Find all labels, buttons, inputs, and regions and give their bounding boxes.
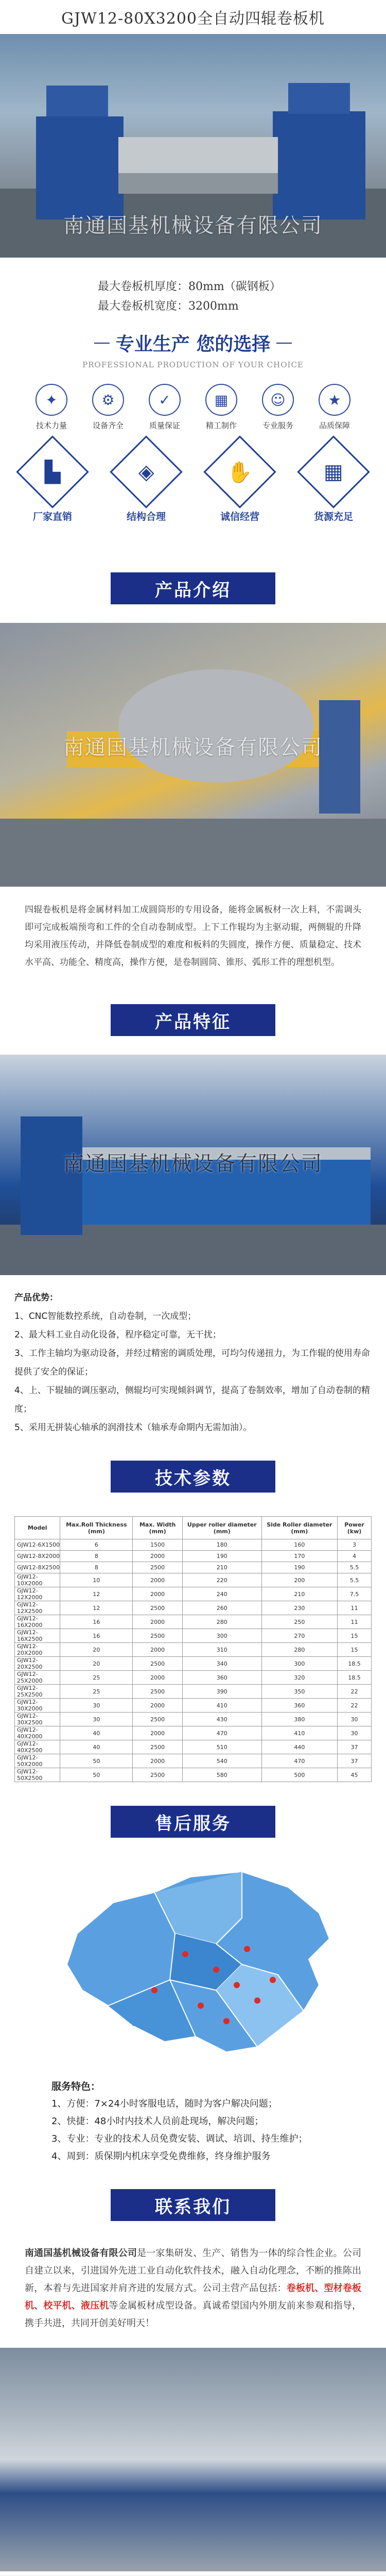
table-cell: GJW12-25X2000 <box>15 1671 60 1685</box>
table-cell: GJW12-16X2000 <box>15 1615 60 1629</box>
table-cell: 30 <box>338 1713 372 1726</box>
table-cell: 2000 <box>133 1754 183 1768</box>
table-cell: 11 <box>338 1615 372 1629</box>
table-cell: 12 <box>60 1587 133 1601</box>
table-cell: 240 <box>182 1587 261 1601</box>
table-cell: 410 <box>261 1726 337 1740</box>
table-cell: 20 <box>60 1657 133 1671</box>
table-cell: 2000 <box>133 1551 183 1562</box>
table-cell: 380 <box>261 1713 337 1726</box>
section-header-tech <box>0 1442 386 1511</box>
structure-icon: ◈ <box>138 460 154 484</box>
advantage-item: ◈ 结构合理 <box>103 446 189 523</box>
factory-icon: ▙ <box>44 460 61 484</box>
table-cell: 45 <box>338 1768 372 1782</box>
list-item: 3、工作主轴均为驱动设备，并经过精密的调质处理，可均匀传递扭力，为工作辊的使用寿命提供了安全的保证； <box>14 1348 370 1377</box>
intro-watermark: 南通国基机械设备有限公司 <box>63 736 323 759</box>
table-cell: 2500 <box>133 1629 183 1643</box>
table-cell: 12 <box>60 1601 133 1615</box>
hero-photo <box>0 34 386 258</box>
table-cell: 15 <box>338 1643 372 1657</box>
table-cell: 11 <box>338 1601 372 1615</box>
list-item: 3、专业：专业的技术人员免费安装、调试、培训、持生维护； <box>51 2133 308 2144</box>
table-row <box>15 1601 372 1615</box>
table-cell: 470 <box>261 1754 337 1768</box>
chart-icon: ▦ <box>205 384 237 416</box>
banner-service: 售后服务 <box>111 1806 275 1838</box>
spec-thickness: 最大卷板机厚度：80mm（碳钢板） <box>98 280 281 293</box>
table-cell: 260 <box>182 1601 261 1615</box>
handshake-icon: ✋ <box>227 460 253 484</box>
china-map-icon <box>0 1856 386 2073</box>
table-cell: 4 <box>338 1551 372 1562</box>
table-header: Max. Width (mm) <box>133 1517 183 1539</box>
badge-icon: ★ <box>319 384 350 416</box>
company-name: 南通国基机械设备有限公司 <box>25 2248 137 2259</box>
tech-table <box>14 1516 372 1782</box>
features-photo <box>0 1055 386 1275</box>
table-cell: 50 <box>60 1754 133 1768</box>
section-header-intro <box>0 554 386 623</box>
table-row <box>15 1587 372 1601</box>
table-cell: 270 <box>261 1629 337 1643</box>
table-cell: 250 <box>261 1615 337 1629</box>
table-cell: 210 <box>182 1562 261 1573</box>
table-cell: 37 <box>338 1740 372 1754</box>
table-cell: 220 <box>182 1573 261 1587</box>
table-cell: 430 <box>182 1713 261 1726</box>
table-cell: 2500 <box>133 1740 183 1754</box>
table-cell: 210 <box>261 1587 337 1601</box>
person-icon: ☺ <box>262 384 294 416</box>
table-cell: GJW12-30X2000 <box>15 1699 60 1713</box>
mini-feature: ☺ 专业服务 <box>252 384 304 431</box>
hero-watermark: 南通国基机械设备有限公司 <box>63 214 323 238</box>
features-watermark: 南通国基机械设备有限公司 <box>63 1152 323 1176</box>
table-cell: 15 <box>338 1629 372 1643</box>
table-row <box>15 1615 372 1629</box>
service-map <box>0 1856 386 2073</box>
table-row <box>15 1754 372 1768</box>
table-cell: GJW12-40X2500 <box>15 1740 60 1754</box>
table-cell: 300 <box>182 1629 261 1643</box>
table-cell: 2000 <box>133 1615 183 1629</box>
gear-person-icon: ✦ <box>36 384 67 416</box>
table-cell: 16 <box>60 1615 133 1629</box>
slogan-en: PROFESSIONAL PRODUCTION OF YOUR CHOICE <box>82 360 304 369</box>
spec-width: 最大卷板机宽度：3200mm <box>98 300 239 313</box>
banner-intro: 产品介绍 <box>111 572 275 604</box>
table-cell: 190 <box>261 1562 337 1573</box>
table-cell: 2500 <box>133 1562 183 1573</box>
table-row <box>15 1539 372 1551</box>
table-cell: 2500 <box>133 1601 183 1615</box>
table-cell: 2000 <box>133 1573 183 1587</box>
table-row <box>15 1629 372 1643</box>
table-cell: 190 <box>182 1551 261 1562</box>
table-cell: 16 <box>60 1629 133 1643</box>
table-row <box>15 1573 372 1587</box>
list-item: 4、周到：质保期内机床享受免费维修，终身维护服务 <box>51 2151 271 2162</box>
table-cell: 2000 <box>133 1671 183 1685</box>
table-cell: 40 <box>60 1740 133 1754</box>
table-cell: 25 <box>60 1685 133 1699</box>
table-cell: 18.5 <box>338 1671 372 1685</box>
table-cell: 280 <box>261 1643 337 1657</box>
table-cell: 2500 <box>133 1713 183 1726</box>
section-header-contact <box>0 2171 386 2240</box>
feature-icon-row <box>0 369 386 431</box>
table-row <box>15 1713 372 1726</box>
table-cell: 22 <box>338 1685 372 1699</box>
table-cell: 7.5 <box>338 1587 372 1601</box>
table-cell: 580 <box>182 1768 261 1782</box>
table-cell: 320 <box>261 1671 337 1685</box>
gear-icon: ⚙ <box>92 384 124 416</box>
service-list <box>0 2073 386 2171</box>
table-cell: 500 <box>261 1768 337 1782</box>
workshop-photo <box>0 2348 386 2571</box>
advantage-item: ✋ 诚信经营 <box>197 446 283 523</box>
table-header: Upper roller diameter (mm) <box>182 1517 261 1539</box>
advantage-item: ▦ 货源充足 <box>290 446 377 523</box>
table-cell: 310 <box>182 1643 261 1657</box>
table-cell: 30 <box>60 1713 133 1726</box>
table-cell: 1500 <box>133 1539 183 1551</box>
table-cell: GJW12-40X2000 <box>15 1726 60 1740</box>
list-item: 4、上、下辊轴的调压驱动，侧辊均可实现倾斜调节，提高了卷制效率，增加了自动卷制的精度； <box>14 1385 370 1414</box>
banner-features: 产品特征 <box>111 1004 275 1036</box>
table-row <box>15 1768 372 1782</box>
banner-tech: 技术参数 <box>111 1461 275 1493</box>
table-cell: 230 <box>261 1601 337 1615</box>
section-header-features <box>0 986 386 1055</box>
table-cell: GJW12-25X2500 <box>15 1685 60 1699</box>
features-title: 产品优势： <box>14 1293 58 1303</box>
section-header-service <box>0 1787 386 1856</box>
table-cell: 180 <box>182 1539 261 1551</box>
table-cell: GJW12-8X2500 <box>15 1562 60 1573</box>
table-cell: 2500 <box>133 1768 183 1782</box>
table-cell: 30 <box>338 1726 372 1740</box>
table-cell: 20 <box>60 1643 133 1657</box>
table-cell: 8 <box>60 1551 133 1562</box>
list-item: 2、最大料工业自动化设备，程序稳定可靠，无干扰； <box>14 1330 221 1340</box>
intro-text: 四辊卷板机是将金属材料加工成圆筒形的专用设备，能将金属板材一次上料，不需调头即可完成板端预弯和工件的全自动卷制成型。上下工作辊均为主驱动辊，两侧辊的升降均采用液压传动，并降低卷制成型的难度和板料的失圆度，操作方便、质量稳定、技术水平高、功能全、精度高，操作方便，是卷制圆筒、锥形、弧形工件的理想机型。 <box>25 905 361 968</box>
product-title: GJW12-80X3200全自动四辊卷板机 <box>61 10 325 28</box>
table-cell: 10 <box>60 1573 133 1587</box>
table-cell: 5.5 <box>338 1573 372 1587</box>
table-cell: GJW12-10X2000 <box>15 1573 60 1587</box>
table-header: Power (kw) <box>338 1517 372 1539</box>
table-cell: 410 <box>182 1699 261 1713</box>
advantage-row <box>0 431 386 523</box>
list-item: 1、CNC智能数控系统，自动卷制，一次成型； <box>14 1311 197 1321</box>
mini-feature: ▦ 精工制作 <box>196 384 247 431</box>
table-cell: 2000 <box>133 1587 183 1601</box>
company-products: 卷板机、型材卷板机、校平机、液压机 <box>25 2283 362 2311</box>
table-cell: GJW12-12X2000 <box>15 1587 60 1601</box>
banner-contact: 联系我们 <box>111 2189 275 2221</box>
table-row <box>15 1562 372 1573</box>
table-cell: 350 <box>261 1685 337 1699</box>
mini-feature: ✓ 质量保证 <box>139 384 190 431</box>
table-cell: 25 <box>60 1671 133 1685</box>
table-cell: 280 <box>182 1615 261 1629</box>
table-cell: GJW12-50X2000 <box>15 1754 60 1768</box>
table-row <box>15 1685 372 1699</box>
table-cell: 200 <box>261 1573 337 1587</box>
table-cell: 8 <box>60 1562 133 1573</box>
table-row <box>15 1551 372 1562</box>
table-cell: GJW12-6X1500 <box>15 1539 60 1551</box>
table-cell: GJW12-20X2500 <box>15 1657 60 1671</box>
table-cell: 6 <box>60 1539 133 1551</box>
table-cell: GJW12-8X2000 <box>15 1551 60 1562</box>
table-cell: 540 <box>182 1754 261 1768</box>
table-cell: 360 <box>261 1699 337 1713</box>
mini-feature: ★ 品质保障 <box>309 384 360 431</box>
boxes-icon: ▦ <box>324 460 343 484</box>
table-cell: 2000 <box>133 1699 183 1713</box>
table-header: Max.Roll Thickness (mm) <box>60 1517 133 1539</box>
tech-table-body <box>15 1539 372 1782</box>
company-intro: 南通国基机械设备有限公司是一家集研发、生产、销售为一体的综合性企业。公司自建立以来，引进国外先进工业自动化软件技术，融入自动化理念，不断的推陈出新，本着与先进国家并肩齐进的发展方式。公司主营产品包括：卷板机、型材卷板机、校平机、液压机等金属板材成型设备。真诚希望国内外朋友前来参观和指导，携手共进，共同开创美好明天！ <box>25 2248 362 2329</box>
list-item: 2、快捷：48小时内技术人员前赴现场，解决问题； <box>51 2116 264 2127</box>
table-row <box>15 1671 372 1685</box>
mini-feature: ⚙ 设备齐全 <box>82 384 134 431</box>
table-cell: 160 <box>261 1539 337 1551</box>
table-cell: 30 <box>60 1699 133 1713</box>
table-cell: 5.5 <box>338 1562 372 1573</box>
table-cell: 340 <box>182 1657 261 1671</box>
table-cell: 300 <box>261 1657 337 1671</box>
table-cell: GJW12-16X2500 <box>15 1629 60 1643</box>
table-cell: 37 <box>338 1754 372 1768</box>
table-cell: 3 <box>338 1539 372 1551</box>
list-item: 1、方便：7×24小时客服电话，随时为客户解决问题； <box>51 2098 277 2109</box>
table-cell: 510 <box>182 1740 261 1754</box>
table-cell: 440 <box>261 1740 337 1754</box>
table-cell: GJW12-30X2500 <box>15 1713 60 1726</box>
table-row <box>15 1699 372 1713</box>
slogan <box>0 330 386 369</box>
table-cell: 40 <box>60 1726 133 1740</box>
table-header-row <box>15 1517 372 1539</box>
advantage-item: ▙ 厂家直销 <box>9 446 96 523</box>
table-row <box>15 1657 372 1671</box>
table-cell: 390 <box>182 1685 261 1699</box>
table-cell: GJW12-20X2000 <box>15 1643 60 1657</box>
table-cell: 2000 <box>133 1726 183 1740</box>
list-item: 5、采用无拼装心轴承的润滑技术（轴承寿命期内无需加油）。 <box>14 1422 252 1433</box>
table-cell: GJW12-50X2500 <box>15 1768 60 1782</box>
table-header: Side Roller diameter (mm) <box>261 1517 337 1539</box>
service-title: 服务特色： <box>51 2081 101 2092</box>
table-cell: 470 <box>182 1726 261 1740</box>
table-cell: 2000 <box>133 1643 183 1657</box>
table-row <box>15 1643 372 1657</box>
table-cell: 22 <box>338 1699 372 1713</box>
table-cell: 18.5 <box>338 1657 372 1671</box>
table-row <box>15 1726 372 1740</box>
table-cell: 170 <box>261 1551 337 1562</box>
shield-icon: ✓ <box>149 384 181 416</box>
features-list <box>0 1275 386 1442</box>
table-cell: 50 <box>60 1768 133 1782</box>
slogan-cn: 专业生产 您的选择 <box>115 334 271 355</box>
table-row <box>15 1740 372 1754</box>
mini-feature: ✦ 技术力量 <box>26 384 77 431</box>
table-cell: GJW12-12X2500 <box>15 1601 60 1615</box>
table-cell: 2500 <box>133 1685 183 1699</box>
intro-photo <box>0 623 386 887</box>
table-cell: 360 <box>182 1671 261 1685</box>
table-header: Model <box>15 1517 60 1539</box>
table-cell: 2500 <box>133 1657 183 1671</box>
